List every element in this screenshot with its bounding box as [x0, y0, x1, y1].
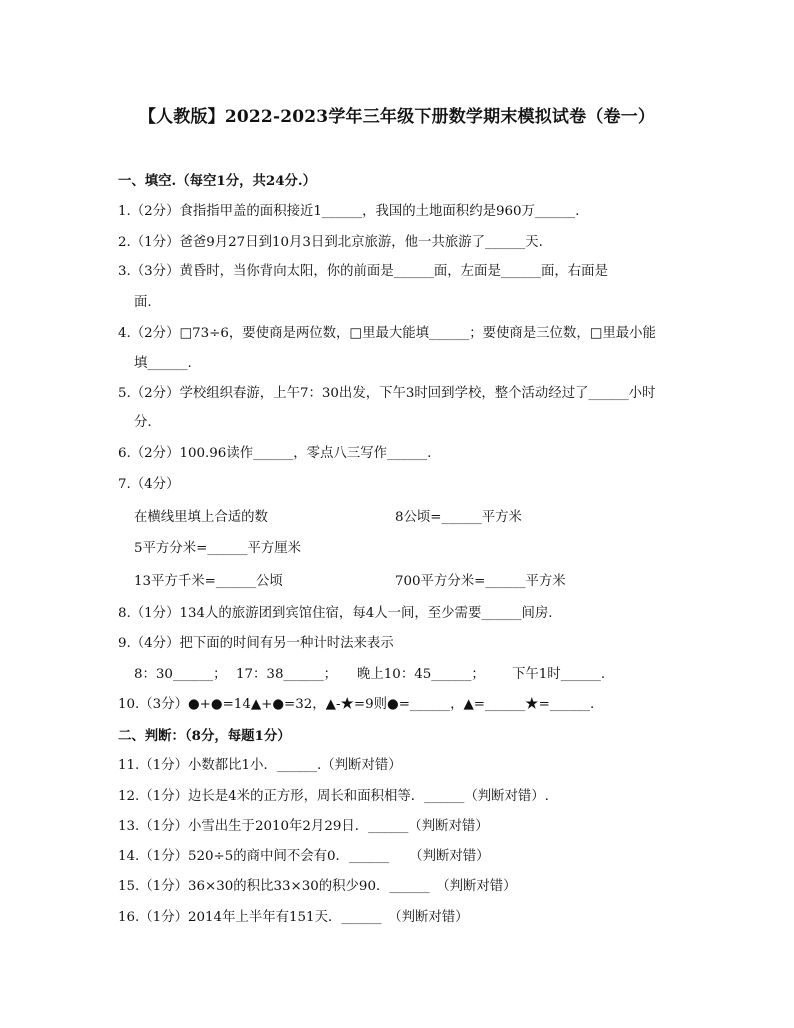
question-15: 15.（1分）36×30的积比33×30的积少90．______ （判断对错） [118, 879, 517, 894]
question-14: 14.（1分）520÷5的商中间不会有0．______ （判断对错） [118, 849, 490, 864]
question-5: 5.（2分）学校组织春游，上午7：30出发，下午3时回到学校，整个活动经过了______小时 [118, 386, 656, 401]
question-1: 1.（2分）食指指甲盖的面积接近1______，我国的土地面积约是960万______. [118, 204, 580, 219]
question-9-item-d: 下午1时______. [512, 667, 606, 682]
question-13: 13.（1分）小雪出生于2010年2月29日．______（判断对错） [118, 819, 489, 834]
question-3: 3.（3分）黄昏时，当你背向太阳，你的前面是______面，左面是______面，右面是 [118, 264, 608, 279]
question-9-item-c: 晚上10：45______； [357, 667, 485, 682]
question-11: 11.（1分）小数都比1小．______.（判断对错） [118, 758, 402, 773]
question-7-item-c: 5平方分米=______平方厘米 [134, 541, 302, 556]
question-8: 8.（1分）134人的旅游团到宾馆住宿，每4人一间，至少需要______间房. [118, 606, 553, 621]
question-7-item-e: 700平方分米=______平方米 [395, 574, 566, 589]
question-4: 4.（2分）□73÷6，要使商是两位数，□里最大能填______；要使商是三位数，□里最小能 [118, 326, 656, 341]
question-9-item-a: 8：30______； [134, 667, 227, 682]
question-9-item-b: 17：38______； [236, 667, 338, 682]
page-title: 【人教版】2022-2023学年三年级下册数学期末模拟试卷（卷一） [138, 107, 656, 127]
question-7-item-d: 13平方千米=______公顷 [134, 574, 283, 589]
question-12: 12.（1分）边长是4米的正方形，周长和面积相等．______（判断对错）. [118, 789, 549, 804]
question-6: 6.（2分）100.96读作______，零点八三写作______. [118, 446, 432, 461]
question-16: 16.（1分）2014年上半年有151天．______ （判断对错） [118, 910, 469, 925]
question-10: 10.（3分）●+●=14▲+●=32，▲-★=9则●=______，▲=______★=______. [118, 697, 595, 712]
question-2: 2.（1分）爸爸9月27日到10月3日到北京旅游，他一共旅游了______天. [118, 235, 543, 250]
section-heading-fill-in: 一、填空.（每空1分，共24分.） [118, 173, 316, 189]
section-heading-judgement: 二、判断：（8分，每题1分） [118, 728, 291, 744]
question-5-continuation: 分. [134, 415, 152, 430]
question-7: 7.（4分） [118, 477, 180, 492]
question-7-instruction: 在横线里填上合适的数 [134, 510, 268, 525]
question-4-continuation: 填______. [134, 356, 192, 371]
question-9: 9.（4分）把下面的时间有另一种计时法来表示 [118, 636, 394, 651]
question-3-continuation: 面. [134, 295, 152, 310]
question-7-item-b: 8公顷=______平方米 [395, 510, 522, 525]
